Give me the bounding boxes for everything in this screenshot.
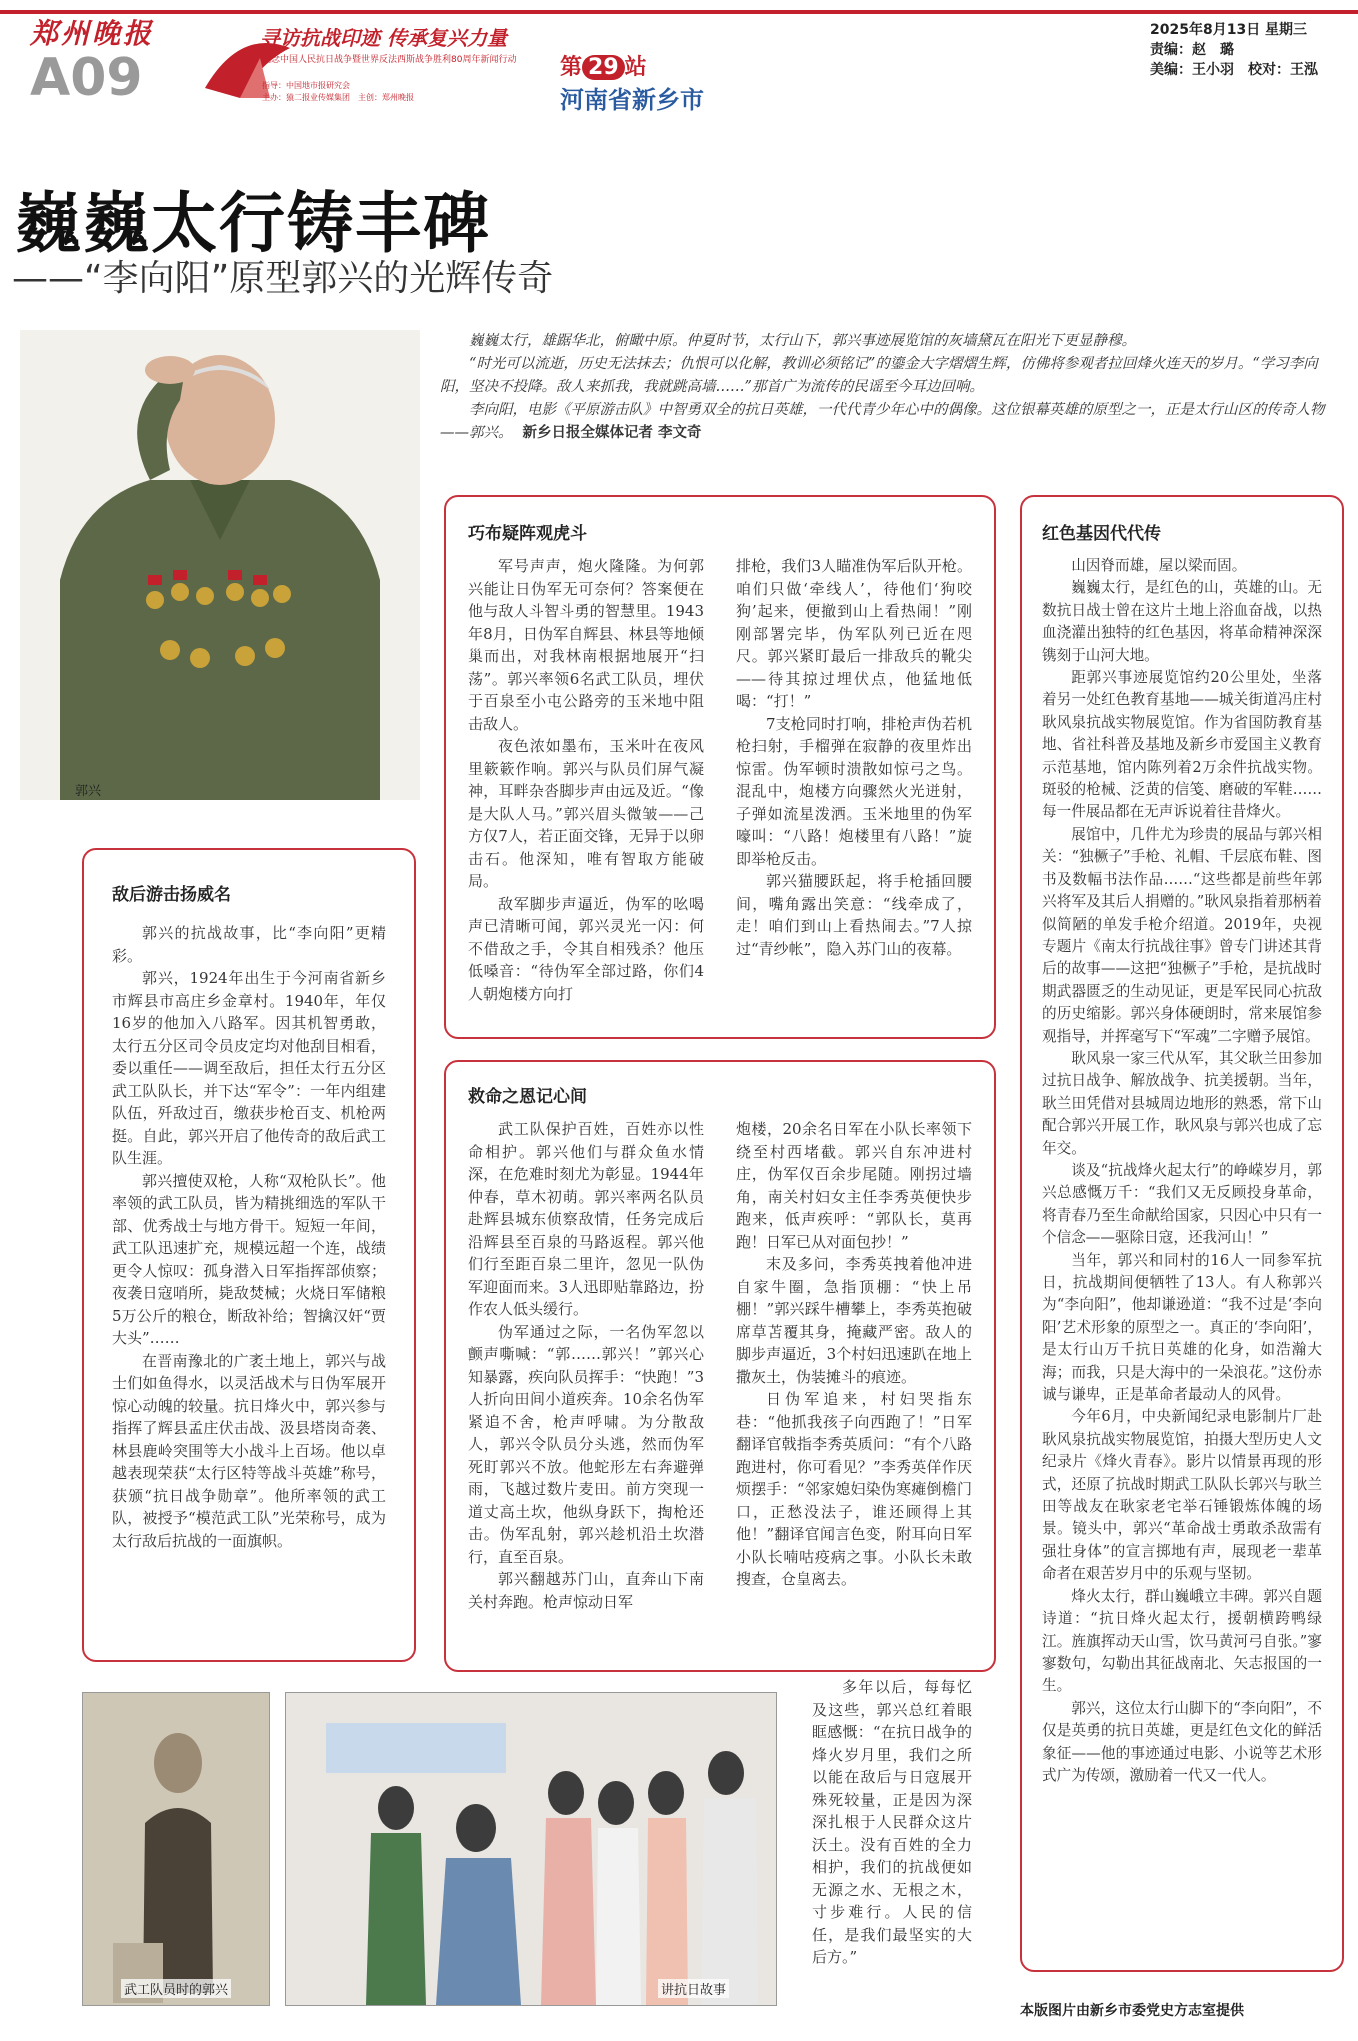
paragraph: 耿风泉一家三代从军，其父耿兰田参加过抗日战争、解放战争、抗美援朝。当年，耿兰田凭借对县城周边地形的熟悉，常下山配合郭兴开展工作，耿风泉与郭兴也成了忘年交。 — [1042, 1049, 1322, 1157]
section-guerrilla-box — [82, 848, 416, 1662]
issue-date: 2025年8月13日 星期三 — [1150, 22, 1308, 38]
top-red-rule — [0, 10, 1358, 14]
paragraph: 敌军脚步声逼近，伪军的吆喝声已清晰可闻，郭兴灵光一闪：何不借敌之手，令其自相残杀？他压低嗓音：“待伪军全部过路，你们4人朝炮楼方向打 — [468, 894, 704, 1003]
section-red-gene-box — [1020, 495, 1344, 1972]
paragraph: 郭兴擅使双枪，人称“双枪队长”。他率领的武工队员，皆为精挑细选的军队干部、优秀战士与地方骨干。短短一年间，武工队迅速扩充，规模远超一个连，战绩更令人惊叹：孤身潜入日军指挥部侦察；夜袭日寇哨所，毙敌焚械；火烧日军储粮5万公斤的粮仓，断敌补给；智擒汉奸“贾大头”…… — [112, 1171, 386, 1347]
section-column-2 — [736, 555, 972, 960]
paragraph: 烽火太行，群山巍峨立丰碑。郭兴自题诗道：“抗日烽火起太行，援朝横跨鸭绿江。旌旗挥动天山雪，饮马黄河弓自张。”寥寥数句，勾勒出其征战南北、矢志报国的一生。 — [1042, 1587, 1322, 1695]
designer-credit: 美编：王小羽 校对：王泓 — [1150, 62, 1318, 78]
section-rescue-box — [444, 1060, 996, 1672]
paragraph: 日伪军追来，村妇哭指东巷：“他抓我孩子向西跑了！”日军翻译官戟指李秀英质问：“有个八路跑进村，你可看见？”李秀英佯作厌烦摆手：“邻家媳妇染伪寒瘫倒檐门口，正愁没法子，谁还顾得上其他！”翻译官闻言色变，附耳向日军小队长喃咕疫病之事。小队长未敢搜查，仓皇离去。 — [736, 1390, 972, 1588]
photo-credit: 本版图片由新乡市委党史方志室提供 — [1020, 2003, 1244, 2019]
section-body — [112, 922, 386, 1552]
paragraph: 郭兴，1924年出生于今河南省新乡市辉县市高庄乡金章村。1940年，年仅16岁的他加入八路军。因其机智勇敢，太行五分区司令员皮定均对他刮目相看，委以重任——调至敌后，担任太行五分区武工队队长，并下达“军令”：一年内组建队伍，歼敌过百，缴获步枪百支、机枪两挺。自此，郭兴开启了他传奇的敌后武工队生涯。 — [112, 969, 386, 1167]
young-photo-caption: 武工队员时的郭兴 — [121, 1979, 231, 1998]
paragraph: 排枪，我们3人瞄准伪军后队开枪。咱们只做‘牵线人’，待他们‘狗咬狗’起来，便撤到山上看热闹！”刚刚部署完毕，伪军队列已近在咫尺。郭兴紧盯最后一排敌兵的靴尖——待其掠过埋伏点，他猛地低喝：“打！” — [736, 557, 972, 710]
paragraph: 军号声声，炮火隆隆。为何郭兴能让日伪军无可奈何？答案便在他与敌人斗智斗勇的智慧里。1943年8月，日伪军自辉县、林县等地倾巢而出，对我林南根据地展开“扫荡”。郭兴率领6名武工队员，埋伏于百泉至小屯公路旁的玉米地中阻击敌人。 — [468, 557, 704, 733]
newspaper-name: 郑州晚报 — [30, 17, 155, 50]
paragraph: 末及多问，李秀英拽着他冲进自家牛圈，急指顶棚：“快上吊棚！”郭兴踩牛槽攀上，李秀英抱破席草苫覆其身，掩藏严密。敌人的脚步声逼近，3个村妇迅速趴在地上撒灰土，伪装摊斗的痕迹。 — [736, 1255, 972, 1386]
paragraph: 炮楼，20余名日军在小队长率领下绕至村西堵截。郭兴自东冲进村庄，伪军仅百余步尾随。刚拐过墙角，南关村妇女主任李秀英便快步跑来，低声疾呼：“郭队长，莫再跑！日军已从对面包抄！” — [736, 1120, 972, 1251]
paragraph: 当年，郭兴和同村的16人一同参军抗日，抗战期间便牺牲了13人。有人称郭兴为“李向阳”，他却谦逊道：“我不过是‘李向阳’艺术形象的原型之一。真正的‘李向阳’，是太行山万千抗日英雄的化身，如浩瀚大海；而我，只是大海中的一朵浪花。”这份赤诚与谦卑，正是革命者最动人的风骨。 — [1042, 1251, 1322, 1404]
paragraph: 山因脊而雄，屋以梁而固。 — [1071, 557, 1247, 574]
paragraph: 伪军通过之际，一名伪军忽以颤声嘶喊：“郭……郭兴！”郭兴心知暴露，疾向队员挥手：“快跑！”3人折向田间小道疾奔。10余名伪军紧追不舍，枪声呼啸。为分散敌人，郭兴令队员分头逃，然而伪军死盯郭兴不放。他蛇形左右奔避弹雨，飞越过数片麦田。前方突现一道丈高土坎，他纵身跃下，掏枪还击。伪军乱射，郭兴趁机沿土坎潜行，直至百泉。 — [468, 1322, 704, 1566]
group-scene-image — [286, 1693, 776, 2005]
paragraph: 郭兴翻越苏门山，直奔山下南关村奔跑。枪声惊动日军 — [468, 1570, 704, 1611]
banner-org2: 主办：猿二报业传媒集团 主创：郑州晚报 — [262, 93, 414, 102]
banner-org1: 指导：中国地市报研究会 — [262, 81, 350, 90]
paragraph: 夜色浓如墨布，玉米叶在夜风里簌簌作响。郭兴与队员们屏气凝神，耳畔杂沓脚步声由远及近。“像是大队人马。”郭兴眉头微皱——己方仅7人，若正面交锋，无异于以卵击石。他深知，唯有智取方能破局。 — [468, 737, 704, 890]
section-column-1 — [468, 555, 704, 1005]
section-column-2 — [736, 1118, 972, 1591]
header-info — [1150, 20, 1318, 80]
section-rescue-continuation — [812, 1676, 972, 1969]
young-guo-xing-photo — [82, 1692, 270, 2006]
campaign-banner — [200, 18, 545, 108]
section-title: 救命之恩记心间 — [468, 1087, 587, 1107]
section-ambush-box — [444, 495, 996, 1039]
paragraph: 今年6月，中央新闻纪录电影制片厂赴耿风泉抗战实物展览馆，拍摄大型历史人文纪录片《烽火青春》。影片以情景再现的形式，还原了抗战时期武工队队长郭兴与耿兰田等战友在耿家老宅举石锤锻炼体魄的场景。镜头中，郭兴“革命战士勇敢杀敌需有强壮身体”的宣言掷地有声，展现老一辈革命者在艰苦岁月中的乐观与坚韧。 — [1042, 1408, 1322, 1583]
paragraph: 郭兴的抗战故事，比“李向阳”更精彩。 — [112, 924, 386, 965]
intro-text — [440, 330, 1330, 445]
section-title: 敌后游击扬威名 — [112, 885, 231, 905]
portrait-photo — [20, 330, 420, 800]
headline: 巍巍太行铸丰碑 — [15, 185, 491, 262]
editor-credit: 责编：赵 璐 — [1150, 42, 1234, 58]
sub-headline: ——“李向阳”原型郭兴的光辉传奇 — [12, 258, 554, 299]
paragraph: 7支枪同时打响，排枪声伪若机枪扫射，手榴弹在寂静的夜里炸出惊雷。伪军顿时溃散如惊弓之鸟。混乱中，炮楼方向骤然火光迸射，子弹如流星泼洒。玉米地里的伪军嚎叫：“八路！炮楼里有八路！”旋即举枪反击。 — [736, 714, 972, 868]
intro-paragraph: 李向阳，电影《平原游击队》中智勇双全的抗日英雄，一代代青少年心中的偶像。这位银幕英雄的原型之一，正是太行山区的传奇人物——郭兴。 新乡日报全媒体记者 李文奇 — [440, 402, 1325, 441]
paragraph: 巍巍太行，是红色的山，英雄的山。无数抗日战士曾在这片土地上浴血奋战，以热血浇灌出独特的红色基因，将革命精神深深镌刻于山河大地。 — [1042, 579, 1322, 664]
city-name: 河南省新乡市 — [560, 86, 704, 114]
banner-title: 寻访抗战印迹 传承复兴力量 — [260, 26, 507, 50]
section-column-1 — [468, 1118, 704, 1613]
paragraph: 郭兴猫腰跃起，将手枪插回腰间，嘴角露出笑意：“线牵成了，走！咱们到山上看热闹去。”7人掠过“青纱帐”，隐入苏门山的夜幕。 — [736, 872, 972, 958]
paragraph: 郭兴，这位太行山脚下的“李向阳”，不仅是英勇的抗日英雄，更是红色文化的鲜活象征——他的事迹通过电影、小说等艺术形式广为传颂，激励着一代又一代人。 — [1042, 1699, 1322, 1784]
saluting-veteran-image — [20, 330, 420, 800]
page-number: A09 — [30, 48, 143, 108]
paragraph: 谈及“抗战烽火起太行”的峥嵘岁月，郭兴总感慨万千：“我们又无反顾投身革命，将青春乃至生命献给国家，只因心中只有一个信念——驱除日寇，还我河山！” — [1042, 1161, 1322, 1247]
paragraph: 展馆中，几件尤为珍贵的展品与郭兴相关：“独橛子”手枪、礼帽、千层底布鞋、图书及数幅书法作品……“这些都是前些年郭兴将军及其后人捐赠的。”耿风泉指着那柄着似简陋的单发手枪介绍道。2019年，央视专题片《南太行抗战往事》曾专门讲述其背后的故事——这把“独橛子”手枪，是抗战时期武器匮乏的生动见证，更是军民同心抗敌的历史缩影。郭兴身体硬朗时，常来展馆参观指导，并挥毫写下“军魂”二字赠予展馆。 — [1042, 825, 1322, 1045]
paragraph: 距郭兴事迹展览馆约20公里处，坐落着另一处红色教育基地——城关街道冯庄村耿风泉抗战实物展览馆。作为省国防教育基地、省社科普及基地及新乡市爱国主义教育示范基地，馆内陈列着2万余件抗战实物。斑驳的枪械、泛黄的信笺、磨破的军鞋……每一件展品都在无声诉说着往昔烽火。 — [1042, 669, 1322, 821]
section-title: 巧布疑阵观虎斗 — [468, 524, 587, 544]
section-title: 红色基因代代传 — [1042, 524, 1161, 544]
byline: 新乡日报全媒体记者 李文奇 — [522, 425, 702, 441]
group-photo-caption: 讲抗日故事 — [658, 1979, 729, 1998]
portrait-caption: 郭兴 — [75, 784, 102, 799]
paragraph: 在晋南豫北的广袤土地上，郭兴与战士们如鱼得水，以灵活战术与日伪军展开惊心动魄的较量。抗日烽火中，郭兴参与指挥了辉县孟庄伏击战、汲县塔岗奇袭、林县鹿岭突围等大小战斗上百场。他以卓越表现荣获“太行区特等战斗英雄”称号，获颁“抗日战争勋章”。他所率领的武工队，被授予“模范武工队”光荣称号，成为太行敌后抗战的一面旗帜。 — [112, 1351, 386, 1550]
banner-subtitle: 纪念中国人民抗日战争暨世界反法西斯战争胜利80周年新闻行动 — [262, 55, 517, 65]
station-number: 29 — [582, 55, 625, 80]
young-soldier-image — [83, 1693, 269, 2005]
paragraph: 武工队保护百姓，百姓亦以性命相护。郭兴他们与群众鱼水情深，在危难时刻尤为彰显。1944年仲春，草木初萌。郭兴率两名队员赴辉县城东侦察敌情，任务完成后沿辉县至百泉的马路返程。郭兴他们行至距百泉二里许，忽见一队伪军迎面而来。3人迅即贴靠路边，扮作农人低头缓行。 — [468, 1120, 704, 1318]
storytelling-group-photo — [285, 1692, 777, 2006]
intro-paragraph: “时光可以流逝，历史无法抹去；仇恨可以化解，教训必须铭记”的鎏金大字熠熠生辉，仿佛将参观者拉回烽火连天的岁月。“学习李向阳，坚决不投降。敌人来抓我，我就跳高墙……”那首广为流传的民谣至今耳边回响。 — [440, 356, 1318, 395]
section-body — [1042, 555, 1322, 1787]
station-label: 第 29 站 — [560, 55, 647, 80]
paragraph: 多年以后，每每忆及这些，郭兴总红着眼眶感慨：“在抗日战争的烽火岁月里，我们之所以能在敌后与日寇展开殊死较量，正是因为深深扎根于人民群众这片沃土。没有百姓的全力相护，我们的抗战便如无源之水、无根之木，寸步难行。人民的信任，是我们最坚实的大后方。” — [812, 1678, 972, 1966]
intro-paragraph: 巍巍太行，雄踞华北，俯瞰中原。仲夏时节，太行山下，郭兴事迹展览馆的灰墙黛瓦在阳光下更显静穆。 — [469, 333, 1136, 349]
